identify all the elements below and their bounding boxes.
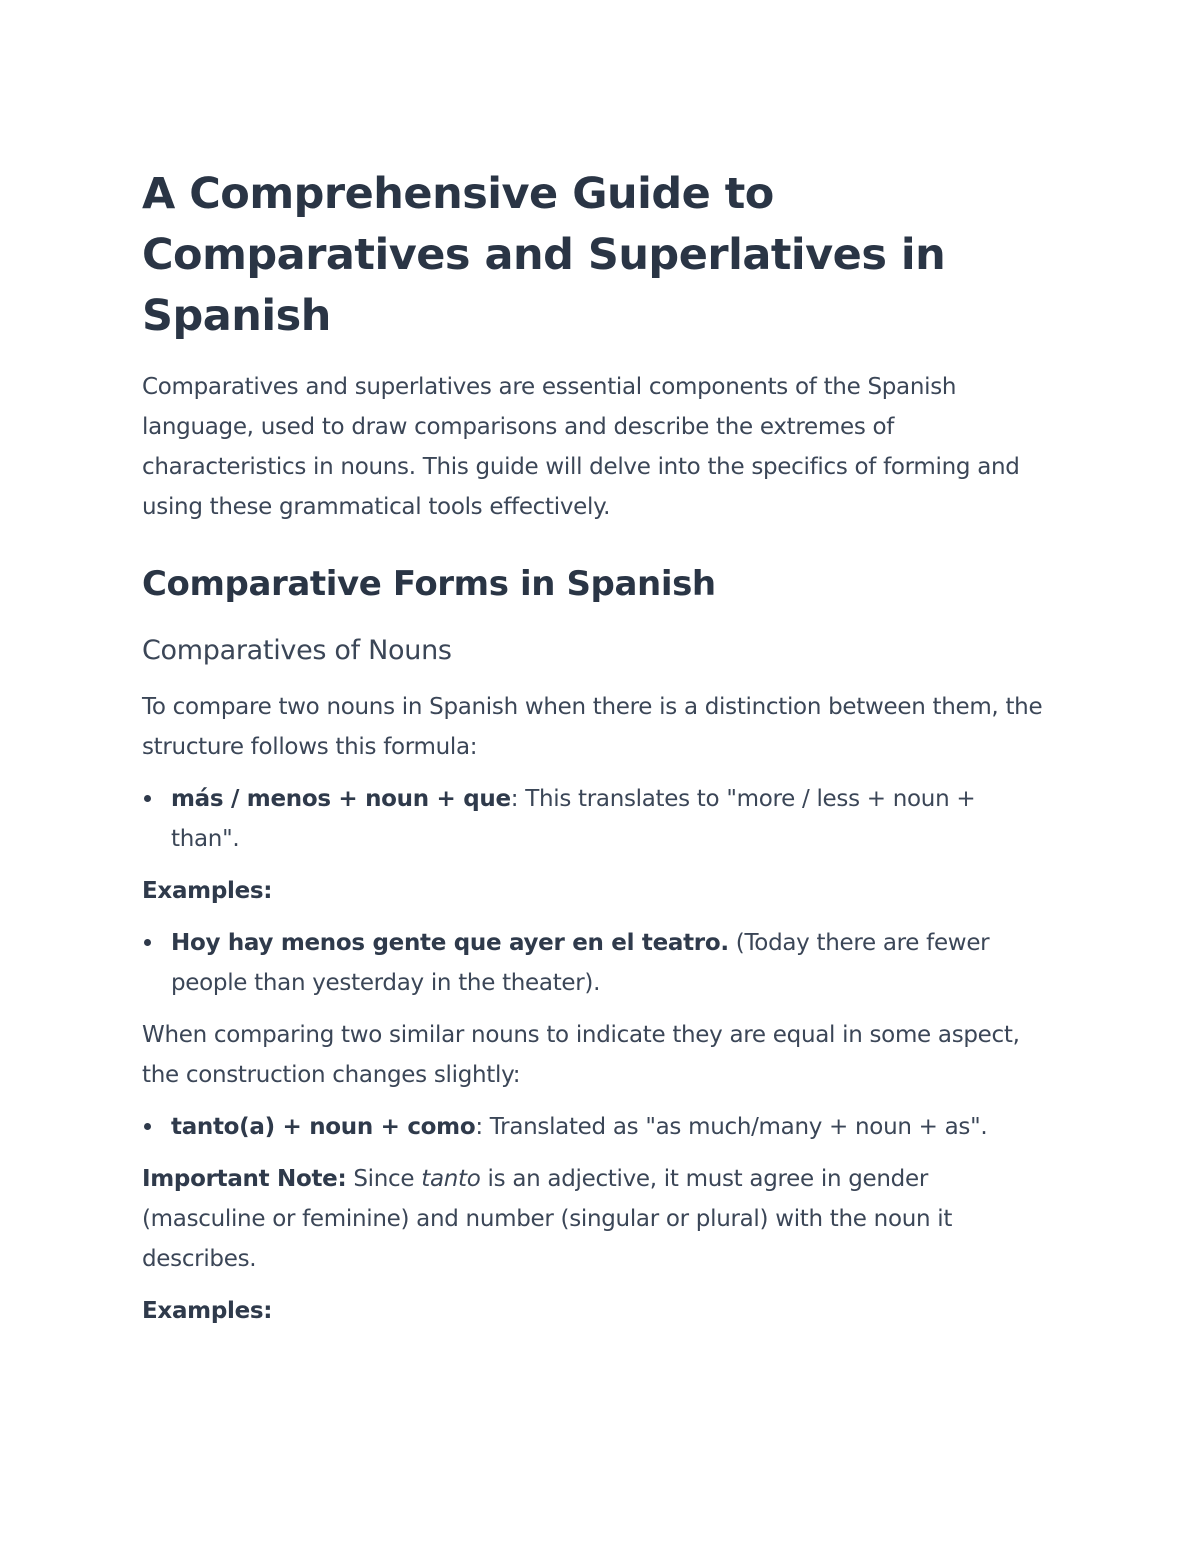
list-item <box>142 923 1050 1003</box>
examples-label: Examples: <box>142 1298 273 1324</box>
bullet-icon <box>144 1123 151 1130</box>
examples-list <box>142 923 1050 1003</box>
example-spanish: Hoy hay menos gente que ayer en el teatro. <box>171 930 729 956</box>
intro-paragraph: Comparatives and superlatives are essential components of the Spanish language, used to draw comparisons and describe the extremes of characteristics in nouns. This guide will delve into the specifics of forming and using these grammatical tools effectively. <box>142 374 1020 520</box>
list-item <box>142 1107 1050 1147</box>
note-label: Important Note: <box>142 1166 347 1192</box>
example-translation: (Today there are fewer people than yesterday in the theater). <box>171 930 990 996</box>
formula-intro-paragraph: To compare two nouns in Spanish when there is a distinction between them, the structure follows this formula: <box>142 694 1043 760</box>
important-note: Important Note: Since tanto is an adjective, it must agree in gender (masculine or feminine) and number (singular or plural) with the noun it describes. <box>142 1166 953 1272</box>
list-item <box>142 779 1050 859</box>
bullet-icon <box>144 795 151 802</box>
examples-label: Examples: <box>142 878 273 904</box>
formula-text: : Translated as "as much/many + noun + as". <box>475 1114 988 1140</box>
formula-bold: más / menos + noun + que <box>171 786 511 812</box>
section-heading: Comparative Forms in Spanish <box>142 564 716 604</box>
subsection-heading: Comparatives of Nouns <box>142 635 452 666</box>
formula-list <box>142 779 1050 859</box>
formula-bold: tanto(a) + noun + como <box>171 1114 476 1140</box>
equality-formula-list <box>142 1107 1050 1147</box>
equality-paragraph: When comparing two similar nouns to indicate they are equal in some aspect, the construction changes slightly: <box>142 1022 1020 1088</box>
note-italic: tanto <box>421 1166 481 1192</box>
bullet-icon <box>144 939 151 946</box>
formula-text: : This translates to "more / less + noun + than". <box>171 786 976 852</box>
page-title: A Comprehensive Guide to Comparatives and Superlatives in Spanish <box>142 169 946 341</box>
